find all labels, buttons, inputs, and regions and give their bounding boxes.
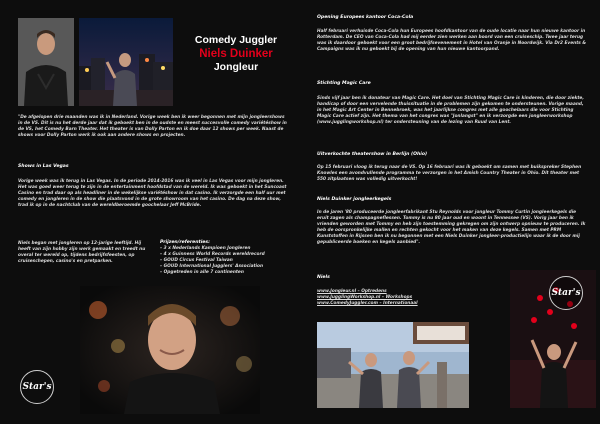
award-item: – Opgetreden in alle 7 continenten bbox=[160, 269, 244, 275]
award-item: – GOUD Circus Festival Taiwan bbox=[160, 257, 233, 263]
portrait-photo-large bbox=[80, 286, 260, 414]
kegels-heading: Niels Duinker jongleerkegels bbox=[317, 197, 392, 202]
link-workshop[interactable]: www.JugglingWorkshop.nl – Workshops bbox=[317, 294, 413, 300]
portrait-photo-small bbox=[18, 18, 74, 106]
right-page bbox=[300, 0, 600, 424]
magic-text: Sinds vijf jaar ben ik donateur van Magic Care. Het doel van Stichting Magic Care is kinderen, die door ziekte, handicap of door een vervelende thuissituatie in de problemen zijn gekomen te ondersteunen. Vorige maand, in het Magic Art Center in Bennebroek, was het jaarlijkse congres met alle goochelaars die voor Stichting Magic Care actief zijn. Het thema van het congres was "Jonlangst" en ik verzorgde een jongleerworkshop (www.jugglingworkshop.nl) ter ondersteuning van de lezing van Ruud van Lent. bbox=[317, 96, 584, 125]
ohio-heading: Uitverkochte theatershow in Berlijn (Ohio) bbox=[317, 152, 428, 157]
award-item: – 4 x Guinness World Records wereldrecord bbox=[160, 251, 265, 257]
awards-block bbox=[160, 240, 292, 276]
city-night-illustration bbox=[79, 18, 173, 106]
street-photo bbox=[317, 322, 469, 408]
ohio-text: Op 15 februari vloog ik terug naar de VS. Op 16 februari was ik geboekt om samen met buikspreker Stephen Knowles een avondvullende programma te verzorgen in het Amish Country Theater in Ohio. Dit theater met 550 zitplaatsen was volledig uitverkocht! bbox=[317, 165, 582, 182]
stars-logo-left bbox=[20, 370, 54, 404]
magic-heading: Stichting Magic Care bbox=[317, 81, 371, 86]
las-vegas-photo bbox=[79, 18, 173, 106]
vegas-text: Vorige week was ik terug in Las Vegas. In de periode 2014-2016 was ik veel in Las Vegas voor mijn jongleren. Het was goed weer terug te zijn in de entertainment hoofdstad van de wereld. Ik was geboekt in het Suncoast Casino en trad daar op als headliner in de wekelijkse variétéshow in dat casino. Ik verzorgde een half uur met comedy en jongleren in de show die plaatsvond in de grote showroom van het casino. De dag na deze show, trad ik op in de nachtclub van de wereldberoemde goochelaar Jeff McBride. bbox=[18, 179, 287, 208]
stars-logo-right bbox=[549, 276, 583, 310]
portrait-bokeh-illustration bbox=[80, 286, 260, 414]
awards-heading: Prijzen/referenties: bbox=[160, 240, 210, 245]
intro-text: "De afgelopen drie maanden was ik in Nederland. Vorige week ben ik weer begonnen met mijn jongleershows in de VS. Dit is nu het derde jaar dat ik geboekt ben in de oudste en meest succesvolle comedy variétéshow in de VS, het Comedy Barn Theater. Het theater is van Dolly Parton en ik doe daar 12 shows per week. Naast de shows voor Dolly Parton werk ik ook aan andere shows en projecten. bbox=[18, 115, 287, 138]
signature: Niels bbox=[317, 275, 330, 280]
award-item: – 3 x Nederlands Kampioen Jongleren bbox=[160, 246, 251, 251]
logo-text: Star's bbox=[22, 382, 52, 392]
portrait-illustration bbox=[18, 18, 74, 106]
link-comedyjuggler[interactable]: www.ComedyJuggler.com – Internationaal bbox=[317, 300, 418, 306]
street-illustration bbox=[317, 322, 469, 408]
title-line-1: Comedy Juggler bbox=[194, 34, 278, 46]
link-jongleur[interactable]: www.Jongleur.nl – Optredens bbox=[317, 289, 387, 294]
title-line-2: Niels Duinker bbox=[199, 48, 273, 60]
title-block bbox=[180, 34, 292, 74]
title-line-3: Jongleur bbox=[213, 61, 259, 73]
links-block bbox=[317, 289, 497, 307]
awards-list bbox=[160, 246, 292, 276]
coke-text: Half februari verhuisde Coca-Cola hun Europees hoofdkantoor van de oude locatie naar hun nieuwe kantoor in Rotterdam. De CEO van Coca-Cola had mij eerder zien werken aan boord van een cruiseschip. Twee jaar terug was ik daardoor geboekt voor een groot bedrijfsevenement in Hotel van Oranje in Noordwijk. Via Dr2 Events & Campaigns was ik nu geboekt bij de opening van hun nieuwe kantoorpand. bbox=[317, 29, 587, 52]
logo-text: Star's bbox=[551, 288, 581, 298]
bio-text: Niels began met jongleren op 12-jarige leeftijd. Hij heeft van zijn hobby zijn werk gemaakt en treedt nu overal ter wereld op, tijdens bedrijfsfeesten, op cruiseschepen, casino's en pretparken. bbox=[18, 241, 146, 264]
coke-heading: Opening Europees kantoor Coca-Cola bbox=[317, 15, 414, 20]
vegas-heading: Shows in Las Vegas bbox=[18, 164, 69, 169]
kegels-text: In de jaren '80 produceerde jongleerfabrikant Stu Reynolds voor jongleur Tommy Curtin jongleerkegels die eruit zagen als champagneflessen. Tommy is nu 80 jaar oud en woont in Tennessee (VS). Vorig jaar ben ik vrienden geworden met Tommy en heb zijn toestemming gekregen om zijn ontwerp opnieuw te produceren. Ik heb de oorspronkelijke mallen en rechten gekocht voor het maken van deze kegels. Samen met PRM Kunststoffen in Rijssen ben ik nu begonnen met een Niels Duinker jongleer-productielijn waar ik de door mij gepubliceerde boeken en kegels aanbied". bbox=[317, 210, 586, 245]
award-item: – GOUD International Jugglers' Association bbox=[160, 263, 264, 269]
